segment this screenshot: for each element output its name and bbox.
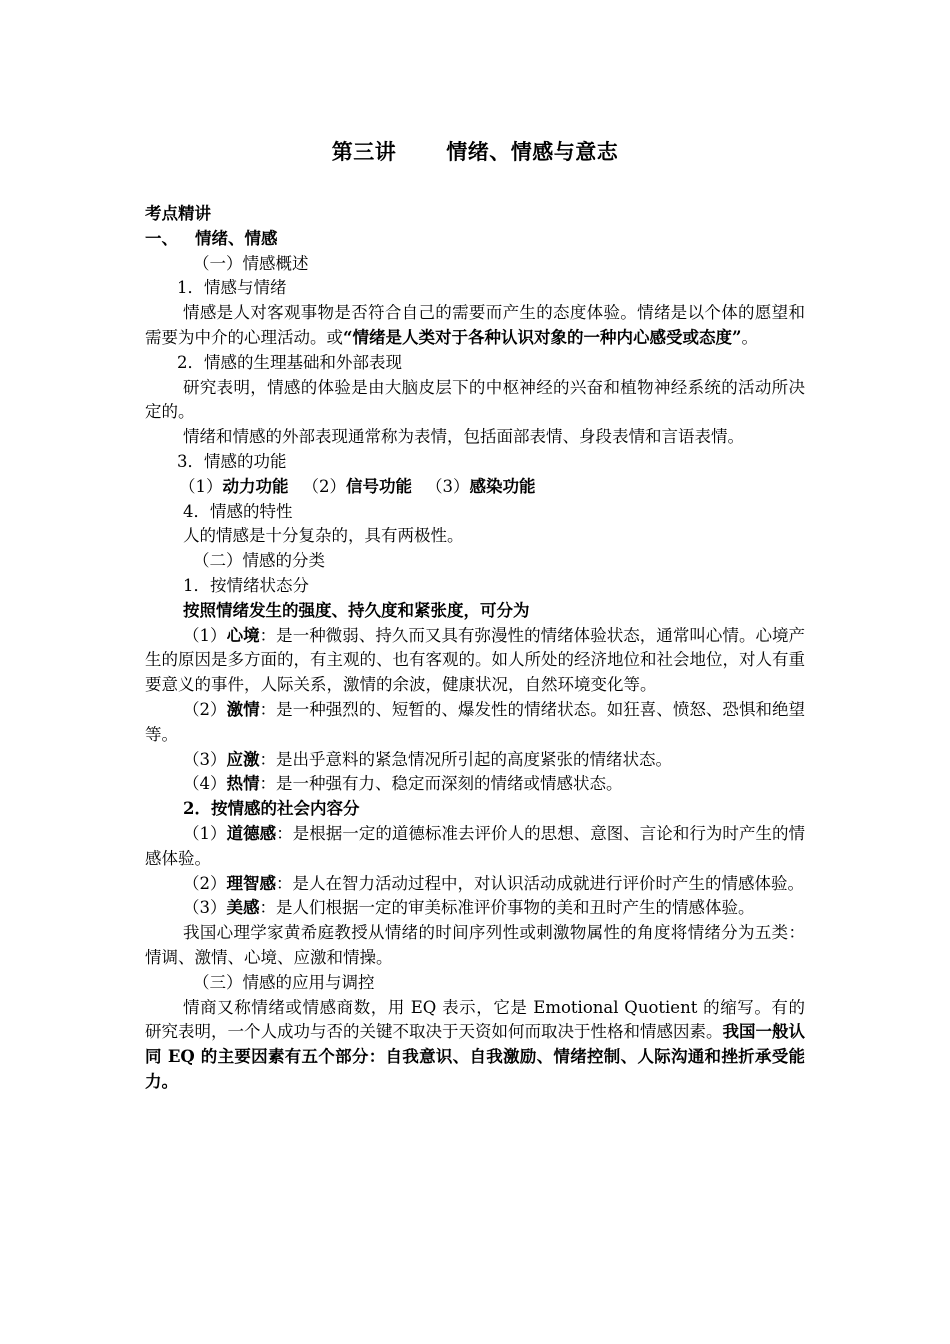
definition: ：是一种微弱、持久而又具有弥漫性的情绪体验状态，通常叫心情。心境产生的原因是多方面的，有主观的、也有客观的。如人所处的经济地位和社会地位，对人有重要意义的事件，人际关系，激情的余波，健康状况，自然环境变化等。 [145,625,806,695]
term: 理智感 [226,873,276,893]
definition: ：是出乎意料的紧急情况所引起的高度紧张的情绪状态。 [259,749,672,769]
list-number: （2） [183,873,227,893]
item-heading: 4．情感的特性 [183,501,293,521]
paragraph: 研究表明，情感的体验是由大脑皮层下的中枢神经的兴奋和植物神经系统的活动所决定的。 [145,377,805,422]
list-number: （3） [426,476,470,496]
term: 道德感 [226,823,277,843]
paragraph-text: 情商又称情绪或情感商数，用 EQ 表示，它是 Emotional Quotient 的缩写。有的研究表明，一个人成功与否的关键不取决于天资如何而取决于性格和情感因素。 [145,997,805,1042]
list-item [145,624,805,698]
emphasis-text: 我国一般认同 EQ 的主要因素有五个部分：自我意识、自我激励、情绪控制、人际沟通和挫折承受能力。 [145,1022,805,1091]
list-number: （3） [183,898,227,918]
definition: ：是人在智力活动过程中，对认识活动成就进行评价时产生的情感体验。 [276,873,804,893]
definition: ：是根据一定的道德标准去评价人的思想、意图、言论和行为时产生的情感体验。 [145,823,806,868]
list-number: （1） [179,476,223,496]
page-title [145,136,805,166]
subsection-heading-1: （一）情感概述 [193,253,309,273]
title-topic: 情绪、情感与意志 [446,139,619,164]
list-item [145,698,805,748]
item-heading: 2．情感的生理基础和外部表现 [177,352,402,372]
list-number: （1） [183,625,227,645]
item-heading: 3．情感的功能 [177,451,287,471]
section-heading: 考点精讲 [145,204,211,223]
paragraph: 人的情感是十分复杂的，具有两极性。 [183,526,464,546]
definition: ：是一种强烈的、短暂的、爆发性的情绪状态。如狂喜、愤怒、恐惧和绝望等。 [145,699,806,744]
paragraph-text: 情感是人对客观事物是否符合自己的需要而产生的态度体验。情绪是以个体的愿望和需要为中介的心理活动。或 [145,303,805,347]
item-heading: 1．情感与情绪 [177,278,287,298]
item-heading: 1．按情绪状态分 [183,575,309,595]
chapter-heading [145,227,805,252]
list-number: （3） [183,749,227,769]
paragraph [145,996,805,1095]
paragraph [145,301,805,351]
list-number: （4） [183,774,227,794]
title-lecture: 第三讲 [331,139,397,164]
list-number: （1） [183,823,227,843]
document-body [145,202,805,1095]
function-item: 信号功能 [346,476,412,496]
list-item [145,748,805,773]
subsection-heading-2: （二）情感的分类 [193,551,325,571]
chapter-number: 一、 [145,228,178,248]
item-heading: 2．按情感的社会内容分 [183,799,360,819]
emphasis-text: “情绪是人类对于各种认识对象的一种内心感受或态度” [343,327,742,347]
function-item: 感染功能 [469,476,536,496]
paragraph-text: 。 [741,327,758,347]
term: 应激 [226,749,260,769]
function-list [145,475,805,500]
paragraph: 我国心理学家黄希庭教授从情绪的时间序列性或刺激物属性的角度将情绪分为五类：情调、激情、心境、应激和情操。 [145,923,805,967]
list-number: （2） [302,476,346,496]
list-item [145,896,805,921]
list-number: （2） [183,699,227,719]
list-item [145,872,805,897]
subsection-heading-3: （三）情感的应用与调控 [193,972,375,992]
chapter-title: 情绪、情感 [195,228,278,248]
definition: ：是人们根据一定的审美标准评价事物的美和丑时产生的情感体验。 [259,898,755,918]
term: 热情 [226,774,260,794]
term: 心境 [226,625,260,645]
paragraph: 情绪和情感的外部表现通常称为表情，包括面部表情、身段表情和言语表情。 [183,427,744,447]
list-item [145,822,805,872]
list-item [145,772,805,797]
term: 激情 [226,699,260,719]
term: 美感 [226,898,260,918]
definition: ：是一种强有力、稳定而深刻的情绪或情感状态。 [259,774,623,794]
function-item: 动力功能 [222,476,289,496]
lead-sentence: 按照情绪发生的强度、持久度和紧张度，可分为 [183,600,530,620]
